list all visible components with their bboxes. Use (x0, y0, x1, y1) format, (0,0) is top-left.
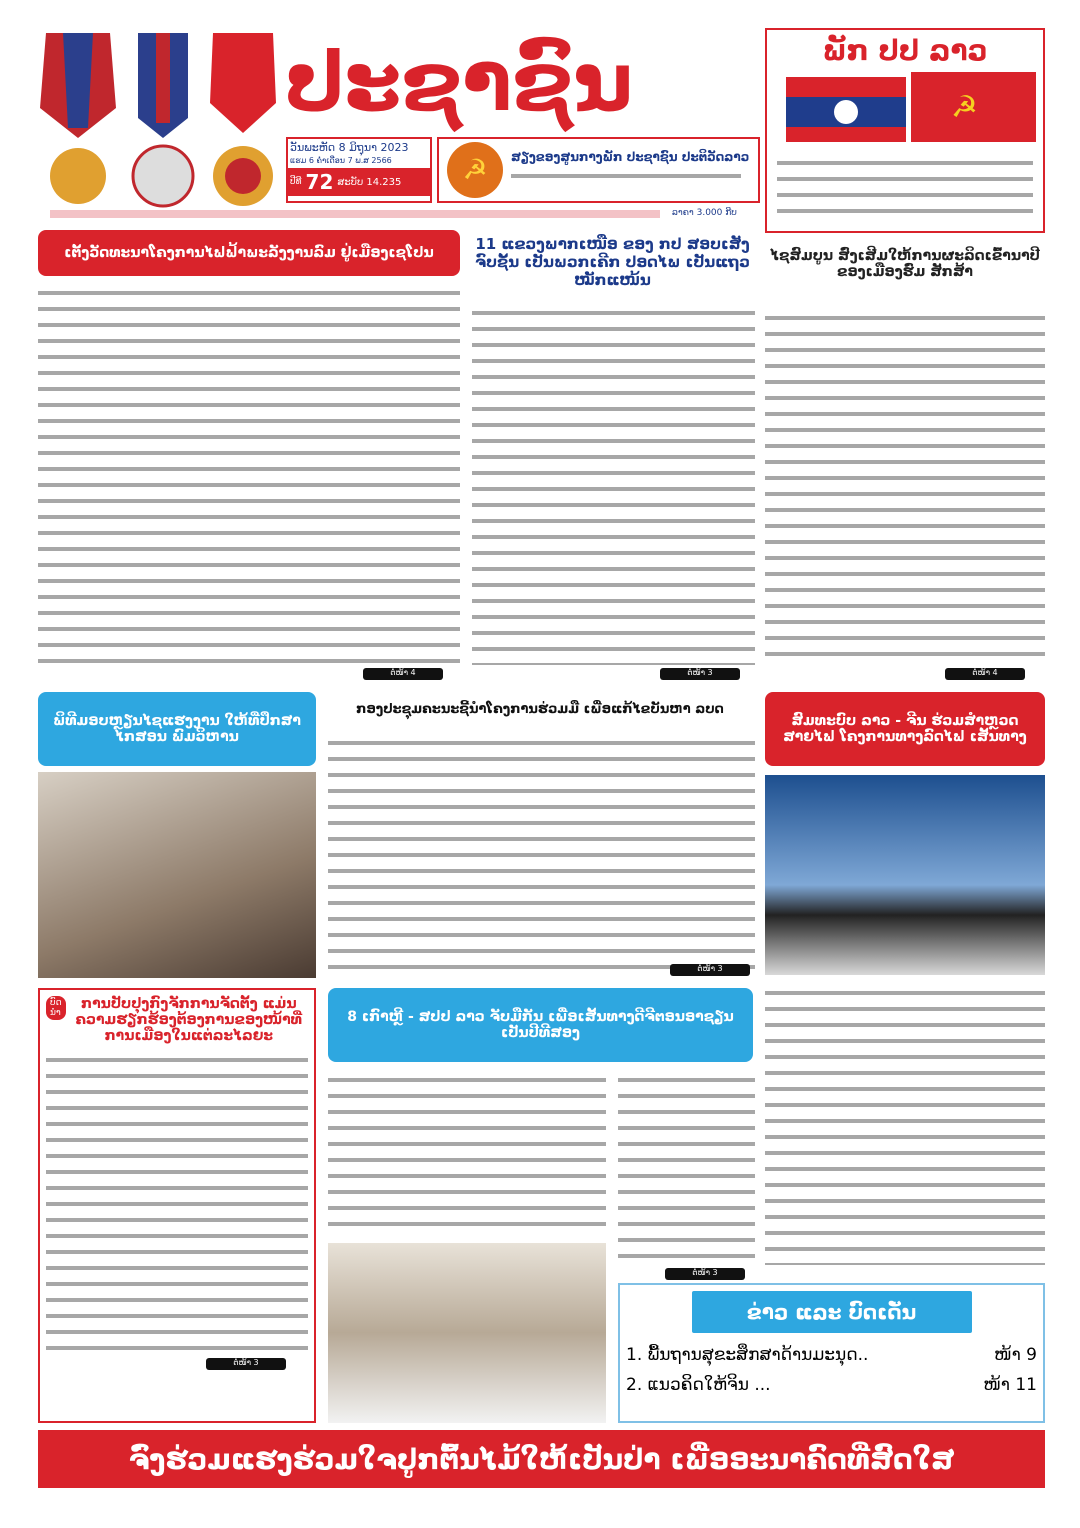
date: ວັນພະຫັດ 8 ມິຖຸນາ 2023 (290, 141, 409, 154)
article-5-body (328, 735, 755, 975)
article-8-body-2 (618, 1072, 755, 1262)
medal-icon (38, 28, 278, 208)
article-2-body (472, 305, 755, 665)
continued-1[interactable]: ຕໍ່ໜ້າ 4 (363, 668, 443, 680)
headline-1[interactable]: ເຕັ້ງວັດທະນາໂຄງການໄຟຟ້າພະລັງງານລົມ ຢູ່ເມືອງເຊໂປນ (38, 230, 460, 276)
issue: ສະບັບ 14.235 (337, 176, 402, 188)
medals (38, 28, 278, 208)
continued-7[interactable]: ຕໍ່ໜ້າ 3 (206, 1358, 286, 1370)
party-emblem-icon: ☭ (447, 142, 503, 198)
headline-4[interactable]: ພິທີມອບຫຼຽນໄຊແຮງງານ ໃຫ້ທີ່ປຶກສາ ໄກສອນ ພົມວິຫານ (38, 692, 316, 766)
divider (50, 210, 660, 218)
bottom-banner: ຈົ່ງຮ່ວມແຮງຮ່ວມໃຈປູກຕົ້ນໄມ້ໃຫ້ເປັນປ່າ ເພື່ອອະນາຄົດທີ່ສົດໃສ (38, 1430, 1045, 1488)
article-1-body (38, 285, 460, 665)
party-box-text (777, 155, 1033, 225)
continued-5[interactable]: ຕໍ່ໜ້າ 3 (670, 964, 750, 976)
headline-3[interactable]: ໄຊສົມບູນ ສົ່ງເສີມໃຫ້ການຜະລິດເຂົ້ານາປີ ຂອງເມືອງຮົ່ມ ສັກສ້າ (770, 248, 1040, 280)
contents-item[interactable]: 2. ແນວຄິດໃຫ້ຈິນ ... ໜ້າ 11 (626, 1375, 1037, 1395)
lunar-date: ແຮມ 6 ຄ່ຳເດືອນ 7 ພ.ສ 2566 (290, 156, 392, 165)
headline-2[interactable]: 11 ແຂວງພາກເໜືອ ຂອງ ກປ ສອບເສັງ ຈົບຊັ້ນ ເປັນພວກເຄີກ ປອດໄພ ເປັນແຖວ ໝັກແໜ້ນ (475, 235, 750, 289)
article-8-body (328, 1072, 606, 1232)
headline-5[interactable]: ກອງປະຊຸມຄະນະຊີ້ນຳໂຄງການຮ່ວມມື ເພື່ອແກ້ໄຂບັນຫາ ລບດ (356, 702, 724, 717)
editorial-box (38, 988, 316, 1423)
ceremony-photo (765, 775, 1045, 975)
organ-title: ສຽງຂອງສູນກາງພັກ ປະຊາຊົນ ປະຕິວັດລາວ (511, 150, 750, 164)
award-photo (38, 772, 316, 978)
contents-box (618, 1283, 1045, 1423)
continued-3[interactable]: ຕໍ່ໜ້າ 4 (945, 668, 1025, 680)
editorial-label: ບົດນຳ (46, 996, 66, 1020)
flags-icon (771, 67, 1041, 147)
headline-6[interactable]: ສົມທະບົບ ລາວ - ຈີນ ຮ່ວມສຳຫຼວດສາຍໄຟ ໂຄງການທາງລົດໄຟ ເສັ້ນທາງ (765, 692, 1045, 766)
year-label: ປີທີ (290, 177, 302, 187)
price: ລາຄາ 3.000 ກີບ (672, 208, 737, 218)
headline-8[interactable]: 8 ເກົາຫຼີ - ສປປ ລາວ ຈັບມືກັນ ເພື່ອເສັ້ນທາງດີຈີຕອນອາຊຽນ ເປັນປີທີສອງ (328, 988, 753, 1062)
meeting-photo (328, 1243, 606, 1423)
party-box-title: ພັກ ປປ ລາວ (822, 34, 988, 67)
year: 72 (305, 170, 334, 194)
party-box (765, 28, 1045, 233)
article-6-body (765, 985, 1045, 1265)
organ-box (437, 137, 760, 203)
continued-8[interactable]: ຕໍ່ໜ້າ 3 (665, 1268, 745, 1280)
article-3-body (765, 310, 1045, 665)
date-box (286, 137, 432, 203)
contents-item[interactable]: 1. ພື້ນຖານສຸຂະສຶກສາດ້ານມະນຸດ.. ໜ້າ 9 (626, 1345, 1037, 1365)
contents-title: ຂ່າວ ແລະ ບົດເດັ່ນ (692, 1291, 972, 1333)
continued-2[interactable]: ຕໍ່ໜ້າ 3 (660, 668, 740, 680)
svg-text:☭: ☭ (951, 90, 978, 125)
headline-7[interactable]: ການປັບປຸງກົງຈັກການຈັດຕັ້ງ ແມ່ນຄວາມຮຽກຮ້ອງຕ້ອງການຂອງໜ້າທີ່ ການເມືອງໃນແຕ່ລະໄລຍະ (75, 996, 303, 1044)
masthead-title: ປະຊາຊົນ (285, 35, 633, 130)
